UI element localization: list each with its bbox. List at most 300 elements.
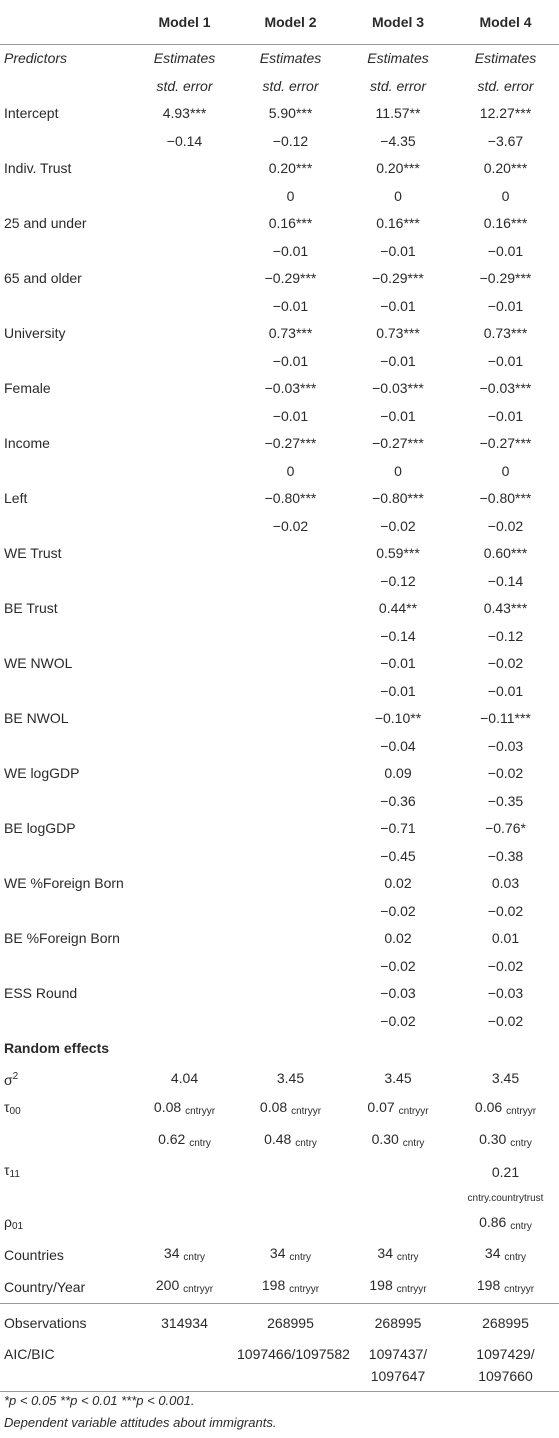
estimate-cell: −0.10** xyxy=(374,710,422,726)
rho01-label xyxy=(0,1209,132,1241)
tau00-value xyxy=(237,1094,344,1126)
countries-value xyxy=(452,1240,559,1272)
estimate-cell: −0.80*** xyxy=(372,490,424,506)
std-error-row xyxy=(0,733,559,761)
std-error-cell xyxy=(132,513,237,541)
aic-bic-value xyxy=(237,1338,350,1392)
std-error-cell: 0 xyxy=(501,462,510,479)
predictor-label: Indiv. Trust xyxy=(4,160,72,176)
std-error-cell xyxy=(132,348,237,376)
estimates-label: Estimates xyxy=(474,50,537,66)
dependent-variable-note: Dependent variable attitudes about immigrants. xyxy=(4,1415,277,1430)
estimate-cell xyxy=(132,540,237,568)
countries-number: 34 xyxy=(269,1245,286,1261)
estimate-cell xyxy=(132,925,237,953)
country-year-unit: cntryyr xyxy=(289,1283,320,1295)
observations-label: Observations xyxy=(4,1315,87,1331)
estimate-cell xyxy=(237,595,344,623)
observations-value: 268995 xyxy=(482,1315,529,1331)
tau-subscript: 11 xyxy=(9,1169,20,1180)
empty-cell xyxy=(132,1189,237,1209)
predictor-row xyxy=(0,595,559,623)
empty-cell xyxy=(344,1157,452,1189)
estimate-cell: 0.16*** xyxy=(268,215,313,231)
std-error-cell: −0.02 xyxy=(380,902,416,919)
estimate-cell: 0.02 xyxy=(384,875,412,891)
std-error-row xyxy=(0,293,559,321)
std-error-cell xyxy=(237,788,344,816)
predictor-label: Left xyxy=(4,490,28,506)
estimate-cell: 0.73*** xyxy=(483,325,528,341)
predictor-row xyxy=(0,925,559,953)
tau00-blank xyxy=(0,1126,132,1158)
std-error-cell: −0.01 xyxy=(380,297,416,314)
predictor-label: ESS Round xyxy=(4,985,78,1001)
subheader-row-2 xyxy=(0,73,559,101)
predictor-row xyxy=(0,760,559,788)
countries-unit: cntry xyxy=(396,1252,419,1263)
std-error-cell: −0.02 xyxy=(380,517,416,534)
std-error-cell: −0.04 xyxy=(380,737,416,754)
std-error-blank xyxy=(0,238,132,266)
header-row xyxy=(0,0,559,45)
countries-unit: cntry xyxy=(183,1252,206,1263)
std-error-cell: −0.01 xyxy=(272,297,309,314)
std-error-cell: −4.35 xyxy=(380,132,416,149)
estimate-cell xyxy=(237,540,344,568)
std-error-row xyxy=(0,238,559,266)
estimate-cell xyxy=(237,815,344,843)
countries-number: 34 xyxy=(484,1245,501,1261)
estimate-cell xyxy=(132,705,237,733)
predictor-label: 65 and older xyxy=(4,270,82,286)
tau00-value xyxy=(344,1094,452,1126)
std-error-label: std. error xyxy=(477,77,534,94)
estimate-cell: 0.73*** xyxy=(268,325,313,341)
estimate-cell xyxy=(132,485,237,513)
std-error-row xyxy=(0,843,559,871)
tau00-number: 0.08 xyxy=(259,1099,288,1115)
estimate-cell: −0.03*** xyxy=(372,380,424,396)
tau00-unit: cntryyr xyxy=(291,1106,322,1117)
predictor-row xyxy=(0,210,559,238)
sigma2-value: 4.04 xyxy=(170,1069,199,1086)
std-error-row xyxy=(0,128,559,156)
random-effects-title: Random effects xyxy=(4,1040,110,1056)
std-error-cell: −0.02 xyxy=(487,1012,524,1029)
std-error-cell: −0.14 xyxy=(166,132,203,149)
std-error-blank xyxy=(0,128,132,156)
tau00-number: 0.30 xyxy=(371,1130,399,1147)
predictor-row xyxy=(0,430,559,458)
std-error-cell xyxy=(237,623,344,651)
estimate-cell: 0.20*** xyxy=(376,160,420,176)
estimate-cell: 5.90*** xyxy=(268,105,313,121)
aic-bic-line: 1097466/1097582 xyxy=(237,1345,350,1362)
std-error-cell: −0.01 xyxy=(272,352,309,369)
std-error-cell: −0.35 xyxy=(487,792,524,809)
estimate-cell xyxy=(132,760,237,788)
predictor-row xyxy=(0,485,559,513)
estimate-cell xyxy=(132,595,237,623)
estimate-cell: 4.93*** xyxy=(162,105,207,121)
std-error-cell: −0.03 xyxy=(487,737,524,754)
predictor-row xyxy=(0,650,559,678)
std-error-cell: −0.01 xyxy=(380,242,416,259)
std-error-cell xyxy=(132,678,237,706)
std-error-row xyxy=(0,678,559,706)
country-year-value xyxy=(452,1272,559,1304)
std-error-label: std. error xyxy=(156,77,213,94)
estimate-cell: −0.80*** xyxy=(264,490,317,506)
predictor-label: Income xyxy=(4,435,50,451)
std-error-blank xyxy=(0,513,132,541)
estimate-cell xyxy=(132,155,237,183)
header-model-3: Model 3 xyxy=(344,0,452,45)
estimate-cell xyxy=(132,265,237,293)
tau-subscript: 00 xyxy=(9,1106,21,1117)
country-year-number: 198 xyxy=(261,1276,286,1293)
rho01-value xyxy=(452,1209,559,1241)
estimate-cell: −0.11*** xyxy=(480,710,531,726)
countries-row xyxy=(0,1240,559,1272)
std-error-row xyxy=(0,898,559,926)
std-error-cell: −0.01 xyxy=(487,242,524,259)
std-error-blank xyxy=(0,898,132,926)
aic-bic-value xyxy=(344,1338,452,1392)
empty-cell xyxy=(132,1157,237,1189)
std-error-row xyxy=(0,403,559,431)
std-error-cell: −0.36 xyxy=(380,792,416,809)
aic-bic-label: AIC/BIC xyxy=(0,1338,132,1392)
estimate-cell xyxy=(132,980,237,1008)
std-error-cell xyxy=(237,843,344,871)
std-error-cell xyxy=(132,953,237,981)
estimate-cell: 0.16*** xyxy=(483,215,528,231)
estimate-cell: 0.44** xyxy=(378,600,418,616)
rho01-number: 0.86 xyxy=(479,1213,507,1230)
tau00-unit: cntry xyxy=(189,1137,211,1149)
empty-cell xyxy=(344,1189,452,1209)
aic-bic-line: 1097437/ xyxy=(368,1345,428,1362)
subheader-row xyxy=(0,45,559,73)
std-error-blank xyxy=(0,183,132,211)
tau00-number: 0.07 xyxy=(367,1099,395,1115)
estimates-label: Estimates xyxy=(367,50,429,66)
estimate-cell: 0.60*** xyxy=(483,545,528,561)
tau00-value xyxy=(452,1126,559,1158)
std-error-blank xyxy=(0,348,132,376)
std-error-cell: −0.01 xyxy=(272,407,309,424)
empty-cell xyxy=(344,1209,452,1241)
estimate-cell: −0.01 xyxy=(380,655,416,671)
std-error-row xyxy=(0,513,559,541)
std-error-cell xyxy=(132,238,237,266)
countries-unit: cntry xyxy=(289,1252,312,1263)
predictor-label: WE %Foreign Born xyxy=(4,875,124,891)
std-error-cell: −0.01 xyxy=(487,407,524,424)
tau00-row xyxy=(0,1094,559,1126)
std-error-cell xyxy=(132,623,237,651)
tau11-label xyxy=(0,1157,132,1189)
std-error-cell xyxy=(237,953,344,981)
std-error-label: std. error xyxy=(369,77,426,94)
aic-bic-row xyxy=(0,1338,559,1392)
std-error-cell: −3.67 xyxy=(487,132,524,149)
estimate-cell: −0.03 xyxy=(380,985,416,1001)
std-error-blank xyxy=(0,788,132,816)
aic-bic-line: 1097429/ xyxy=(476,1345,535,1362)
predictor-label: 25 and under xyxy=(4,215,87,231)
country-year-unit: cntryyr xyxy=(183,1283,214,1295)
std-error-cell: −0.01 xyxy=(487,352,524,369)
estimates-label: Estimates xyxy=(259,50,322,66)
predictor-row xyxy=(0,100,559,128)
std-error-cell: −0.12 xyxy=(487,627,524,644)
estimate-cell xyxy=(237,760,344,788)
random-effects-heading-row xyxy=(0,1035,559,1063)
predictor-row xyxy=(0,155,559,183)
aic-bic-line: 1097660 xyxy=(478,1367,533,1384)
estimate-cell xyxy=(132,375,237,403)
estimate-cell: 12.27*** xyxy=(479,105,532,121)
predictor-row xyxy=(0,870,559,898)
predictor-label: Intercept xyxy=(4,105,59,121)
predictor-label: WE Trust xyxy=(4,545,62,561)
estimate-cell: −0.03*** xyxy=(479,380,532,396)
tau00-value xyxy=(452,1094,559,1126)
std-error-cell: −0.01 xyxy=(380,352,416,369)
sigma2-value: 3.45 xyxy=(276,1069,305,1086)
std-error-cell: 0 xyxy=(394,187,402,204)
estimate-cell: −0.02 xyxy=(487,765,524,781)
empty-cell xyxy=(237,1189,344,1209)
tau11-value: 0.21 xyxy=(491,1164,520,1180)
std-error-cell xyxy=(132,568,237,596)
predictor-label: WE logGDP xyxy=(4,765,80,781)
tau00-value xyxy=(237,1126,344,1158)
predictor-row xyxy=(0,320,559,348)
country-year-number: 198 xyxy=(369,1276,393,1293)
sigma2-value: 3.45 xyxy=(491,1069,520,1086)
std-error-blank xyxy=(0,843,132,871)
estimate-cell xyxy=(132,870,237,898)
std-error-cell xyxy=(132,293,237,321)
tau-symbol: τ xyxy=(4,1162,10,1178)
country-year-value xyxy=(132,1272,237,1304)
tau00-value xyxy=(344,1126,452,1158)
std-error-cell: 0 xyxy=(394,462,402,479)
std-error-cell: −0.01 xyxy=(487,682,524,699)
empty-cell xyxy=(237,1157,344,1189)
header-model-1: Model 1 xyxy=(132,0,237,45)
std-error-cell xyxy=(132,843,237,871)
std-error-blank xyxy=(0,953,132,981)
tau00-number: 0.08 xyxy=(153,1099,182,1115)
estimate-cell: 0.43*** xyxy=(483,600,528,616)
std-error-cell: −0.02 xyxy=(380,1012,416,1029)
header-corner xyxy=(0,0,132,45)
sigma-superscript: 2 xyxy=(12,1070,19,1082)
tau00-unit: cntryyr xyxy=(506,1106,537,1117)
countries-number: 34 xyxy=(163,1245,180,1261)
std-error-cell: −0.12 xyxy=(272,132,309,149)
std-error-cell: −0.14 xyxy=(487,572,524,589)
estimate-cell xyxy=(237,925,344,953)
tau00-row-2 xyxy=(0,1126,559,1158)
estimate-cell: −0.02 xyxy=(487,655,524,671)
std-error-row xyxy=(0,183,559,211)
std-error-cell: −0.38 xyxy=(487,847,524,864)
country-year-value xyxy=(344,1272,452,1304)
predictor-row xyxy=(0,375,559,403)
std-error-cell: 0 xyxy=(286,187,295,204)
std-error-cell: 0 xyxy=(286,462,295,479)
rho-subscript: 01 xyxy=(11,1220,24,1232)
predictor-label: BE NWOL xyxy=(4,710,69,726)
std-error-cell: −0.02 xyxy=(487,902,524,919)
tau00-number: 0.48 xyxy=(264,1130,292,1147)
estimate-cell: 0.20*** xyxy=(483,160,528,176)
country-year-label: Country/Year xyxy=(0,1272,132,1304)
estimate-cell: 0.01 xyxy=(491,930,520,946)
countries-number: 34 xyxy=(377,1245,393,1261)
estimate-cell: −0.27*** xyxy=(264,435,317,451)
predictor-label: BE logGDP xyxy=(4,820,76,836)
tau00-unit: cntry xyxy=(402,1137,425,1149)
std-error-cell: −0.02 xyxy=(272,517,309,534)
std-error-row xyxy=(0,348,559,376)
std-error-blank xyxy=(0,293,132,321)
tau00-unit: cntry xyxy=(510,1137,532,1149)
std-error-cell: −0.45 xyxy=(380,847,416,864)
rho01-unit: cntry xyxy=(510,1220,532,1232)
sigma2-row xyxy=(0,1063,559,1095)
std-error-cell: −0.02 xyxy=(487,957,524,974)
std-error-blank xyxy=(0,623,132,651)
countries-value xyxy=(237,1240,344,1272)
aic-bic-line: 1097647 xyxy=(370,1367,426,1384)
std-error-row xyxy=(0,623,559,651)
estimate-cell: 0.03 xyxy=(491,875,520,891)
estimate-cell: −0.71 xyxy=(380,820,416,836)
std-error-cell xyxy=(132,183,237,211)
tau00-number: 0.30 xyxy=(479,1130,507,1147)
std-error-cell: −0.12 xyxy=(380,572,416,589)
std-error-cell xyxy=(132,898,237,926)
estimate-cell: −0.76* xyxy=(485,820,526,836)
std-error-blank xyxy=(0,568,132,596)
estimate-cell: 11.57** xyxy=(375,105,421,121)
tau11-note: cntry.countrytrust xyxy=(467,1192,544,1204)
std-error-cell xyxy=(237,898,344,926)
std-error-cell xyxy=(237,678,344,706)
estimate-cell: 0.09 xyxy=(384,765,412,781)
random-effects-body xyxy=(0,1035,559,1391)
estimate-cell: −0.03*** xyxy=(264,380,317,396)
empty-cell xyxy=(237,1209,344,1241)
estimate-cell: −0.29*** xyxy=(479,270,532,286)
sigma-symbol: σ xyxy=(4,1071,13,1088)
header-model-2: Model 2 xyxy=(237,0,344,45)
std-error-cell: −0.01 xyxy=(272,242,309,259)
country-year-unit: cntryyr xyxy=(396,1283,427,1295)
std-error-blank xyxy=(0,1008,132,1036)
predictor-row xyxy=(0,265,559,293)
tau-symbol: τ xyxy=(4,1099,10,1115)
std-error-blank xyxy=(0,733,132,761)
tau00-unit: cntry xyxy=(295,1137,317,1149)
std-error-cell xyxy=(237,1008,344,1036)
estimate-cell: −0.27*** xyxy=(372,435,424,451)
aic-bic-value xyxy=(452,1338,559,1392)
observations-value: 268995 xyxy=(374,1315,422,1331)
std-error-row xyxy=(0,568,559,596)
std-error-cell xyxy=(132,403,237,431)
countries-value xyxy=(344,1240,452,1272)
std-error-cell xyxy=(132,733,237,761)
estimate-cell xyxy=(132,815,237,843)
estimate-cell xyxy=(237,705,344,733)
tau11-row xyxy=(0,1157,559,1189)
std-error-cell xyxy=(132,1008,237,1036)
estimate-cell xyxy=(132,650,237,678)
table-notes xyxy=(4,1390,554,1434)
sigma2-value: 3.45 xyxy=(384,1069,412,1086)
predictor-row xyxy=(0,540,559,568)
estimate-cell: 0.20*** xyxy=(268,160,313,176)
country-year-value xyxy=(237,1272,344,1304)
estimate-cell: 0.02 xyxy=(384,930,412,946)
std-error-cell xyxy=(132,458,237,486)
std-error-cell: −0.01 xyxy=(487,297,524,314)
observations-value: 314934 xyxy=(161,1315,208,1331)
std-error-cell xyxy=(237,733,344,761)
std-error-row xyxy=(0,953,559,981)
country-year-unit: cntryyr xyxy=(504,1283,535,1295)
country-year-row xyxy=(0,1272,559,1304)
std-error-cell xyxy=(132,788,237,816)
std-error-cell xyxy=(237,568,344,596)
observations-value: 268995 xyxy=(267,1315,314,1331)
std-error-blank xyxy=(0,403,132,431)
estimate-cell xyxy=(132,430,237,458)
std-error-cell: −0.01 xyxy=(380,407,416,424)
sigma2-label xyxy=(0,1063,132,1095)
countries-unit: cntry xyxy=(504,1252,527,1263)
predictor-label: University xyxy=(4,325,66,341)
predictor-label: BE Trust xyxy=(4,600,58,616)
rho-symbol: ρ xyxy=(4,1213,12,1230)
std-error-blank xyxy=(0,678,132,706)
std-error-row xyxy=(0,1008,559,1036)
std-error-row xyxy=(0,458,559,486)
header-model-4: Model 4 xyxy=(452,0,559,45)
tau00-value xyxy=(132,1126,237,1158)
predictor-label: BE %Foreign Born xyxy=(4,930,120,946)
empty-cell xyxy=(0,1189,132,1209)
estimate-cell xyxy=(237,980,344,1008)
std-error-cell: −0.02 xyxy=(380,957,416,974)
predictor-row xyxy=(0,815,559,843)
std-error-cell: −0.14 xyxy=(380,627,416,644)
std-error-cell: −0.01 xyxy=(380,682,416,699)
std-error-cell: −0.02 xyxy=(487,517,524,534)
estimate-cell: −0.29*** xyxy=(264,270,317,286)
std-error-blank xyxy=(0,458,132,486)
rho01-row xyxy=(0,1209,559,1241)
aic-bic-value xyxy=(132,1338,237,1392)
